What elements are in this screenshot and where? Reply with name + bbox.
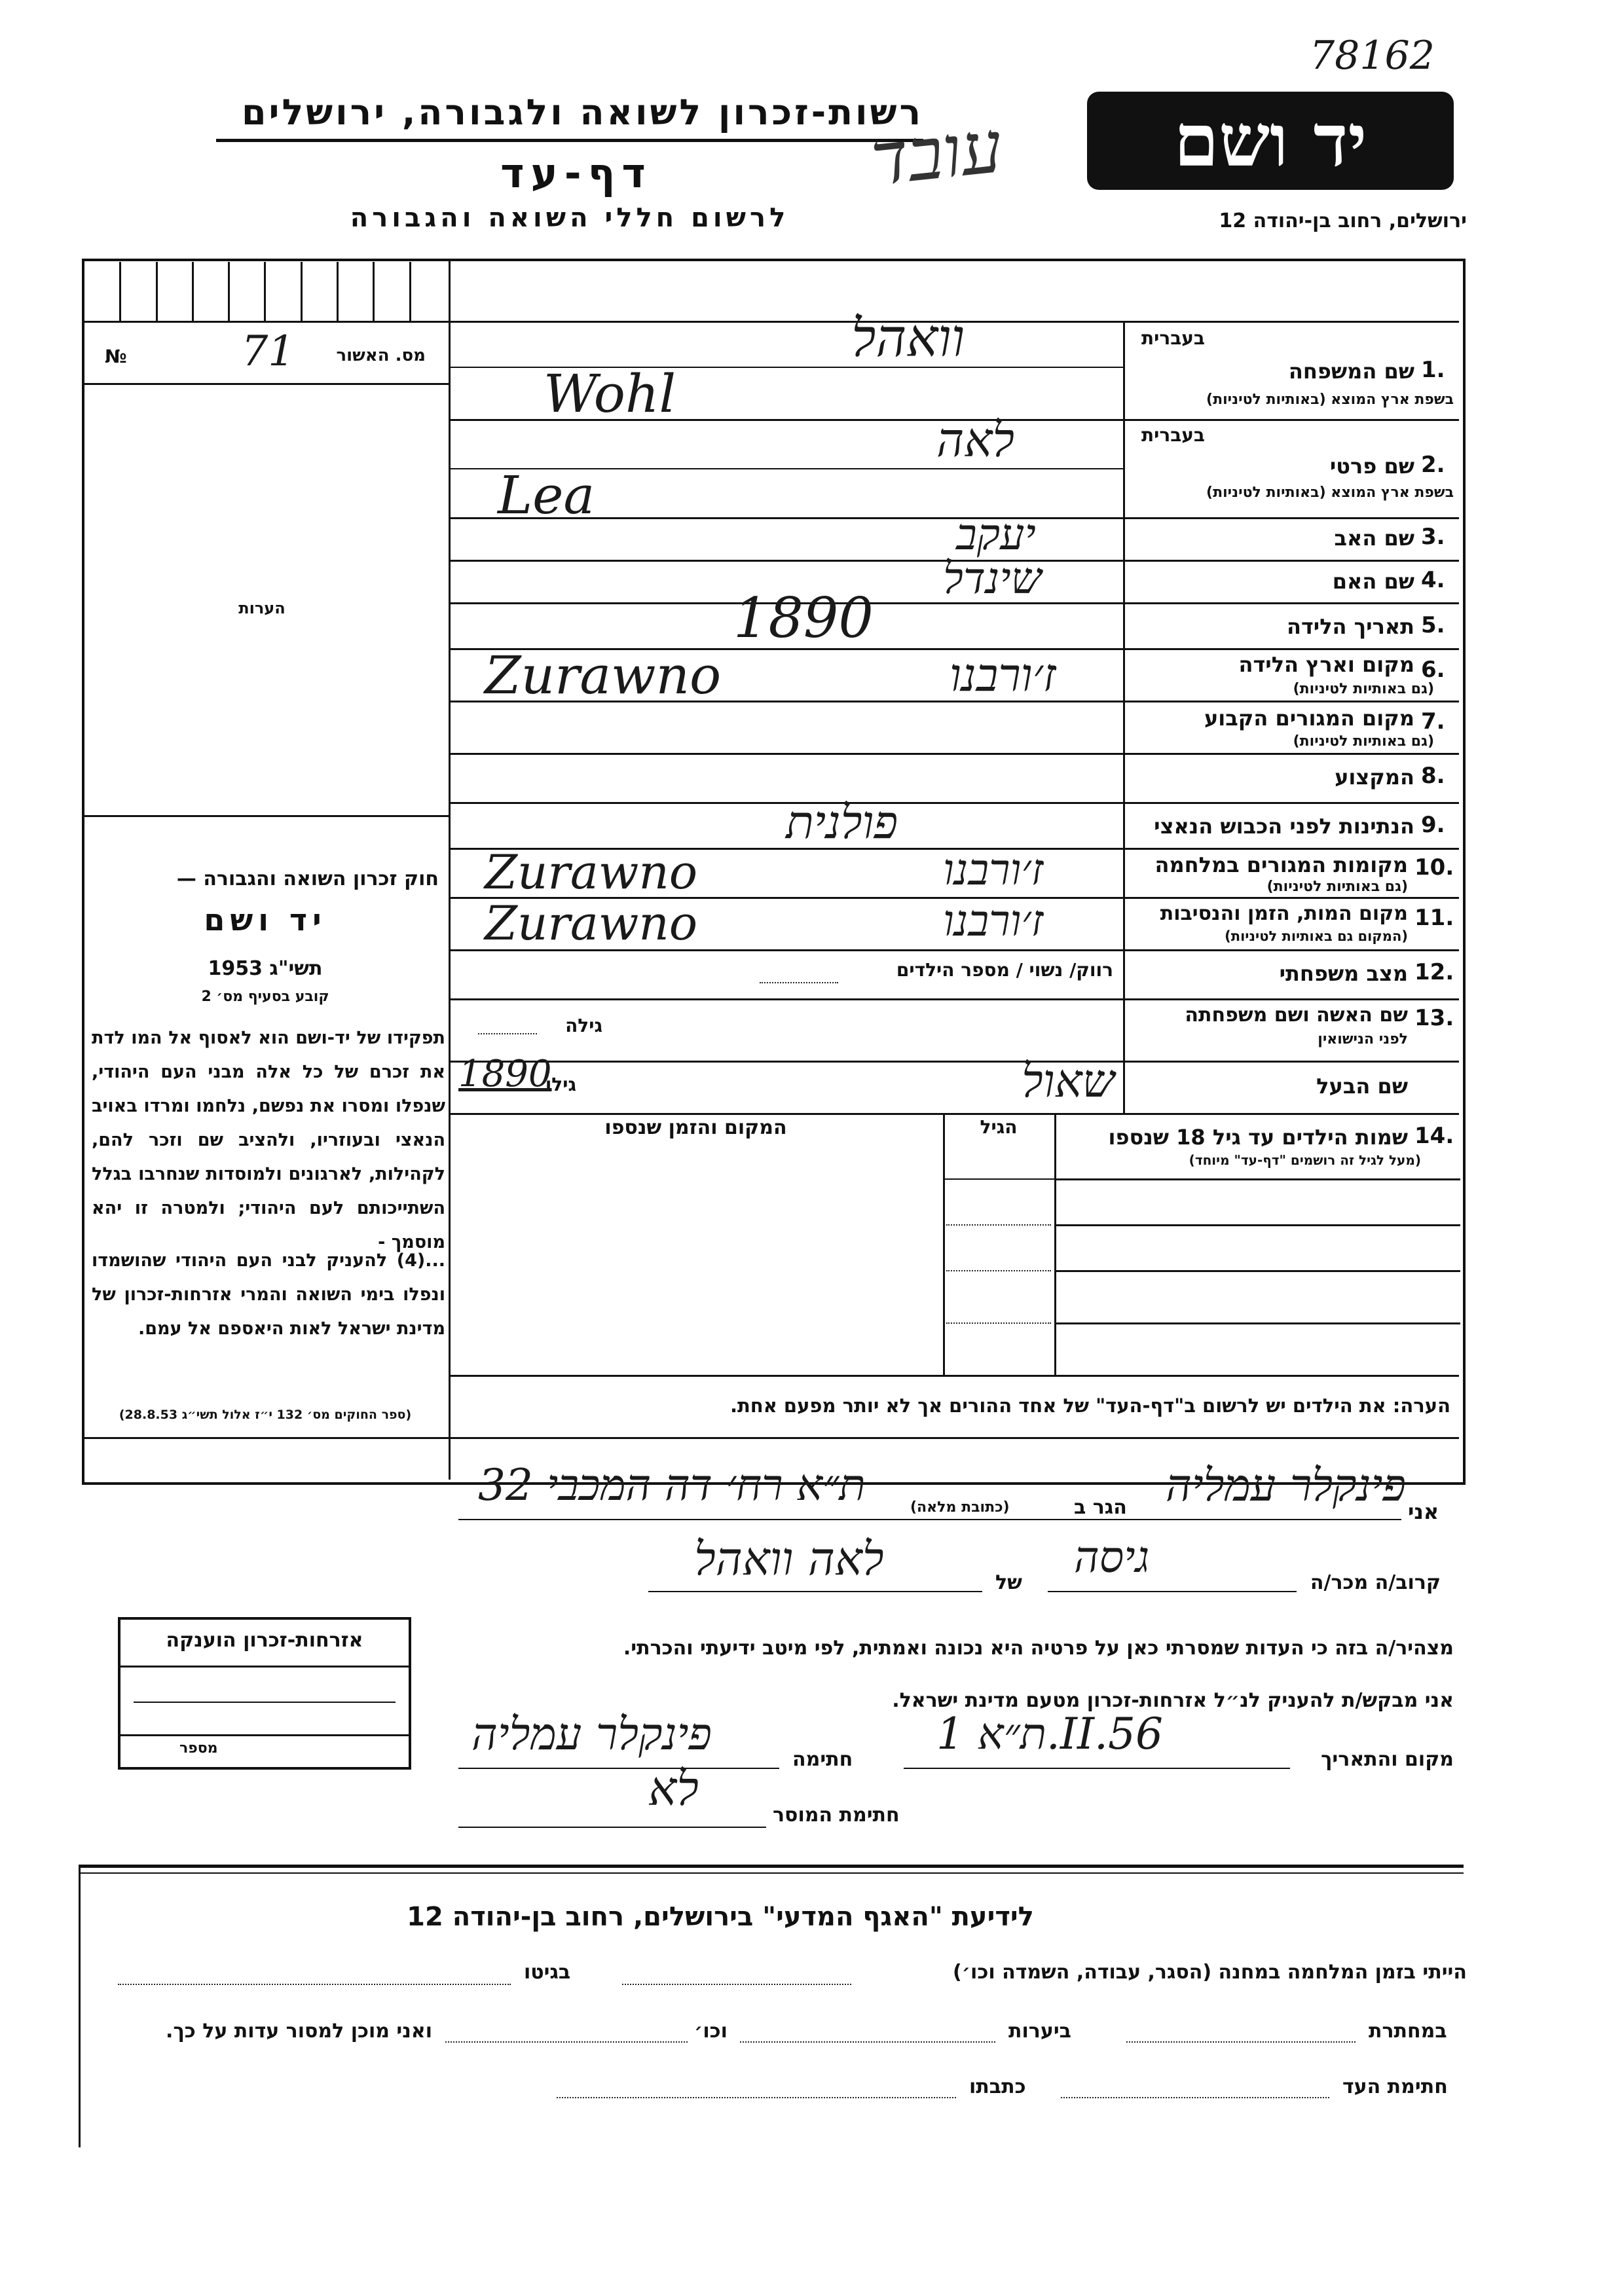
wife-age-label: גילה xyxy=(565,1015,602,1036)
children-row-rule xyxy=(1054,1322,1460,1324)
archive-reference-number: 78162 xyxy=(1310,33,1435,79)
children-row-rule xyxy=(946,1270,1051,1271)
first-name-latin-value: Lea xyxy=(498,465,595,526)
row-rule xyxy=(451,998,1459,1000)
children-row-rule xyxy=(946,1224,1051,1226)
footer-ghetto-blank xyxy=(118,1984,511,1985)
row-2-number: 2. xyxy=(1421,452,1445,478)
surname-latin-value: Wohl xyxy=(544,363,676,424)
children-age-col-left xyxy=(943,1113,945,1375)
row-7-number: 7. xyxy=(1421,708,1445,735)
footer-top-rule-thin xyxy=(79,1872,1464,1874)
row-3-number: 3. xyxy=(1421,524,1445,550)
relative-label: קרוב/ה מכר/ה xyxy=(1310,1571,1441,1594)
yad-vashem-logo xyxy=(1087,92,1454,190)
children-row-rule xyxy=(1054,1224,1460,1226)
death-place-latin-value: Zurawno xyxy=(485,896,698,951)
reg-number-rule xyxy=(84,383,449,385)
row-12-label: מצב משפחתי xyxy=(1279,961,1408,986)
row-13-sublabel: לפני הנישואין xyxy=(1318,1031,1408,1048)
yad-vashem-address: ירושלים, רחוב בן-יהודה 12 xyxy=(1219,210,1467,232)
row-11-number: 11. xyxy=(1414,905,1454,931)
footer-witness-signature-blank xyxy=(1061,2097,1329,2098)
form-bottom-rule xyxy=(84,1437,1459,1439)
organization-line: רשות-זכרון לשואה ולגבורה, ירושלים xyxy=(241,92,923,133)
footer-witness-signature-label: חתימת העד xyxy=(1342,2075,1448,2098)
row-6-label: מקום וארץ הלידה xyxy=(1238,652,1414,677)
row-2-sublabel: בשפת ארץ המוצא (באותיות לטיניות) xyxy=(1206,484,1454,501)
law-name: יד ושם xyxy=(204,902,327,938)
wartime-residence-latin-value: Zurawno xyxy=(485,845,698,900)
birthplace-hebrew-value: ז׳ורבנו xyxy=(950,648,1056,702)
declarant-i-label: אני xyxy=(1408,1499,1439,1524)
place-date-label: מקום והתאריך xyxy=(1321,1748,1454,1771)
surname-hebrew-value: וואהל xyxy=(851,308,965,369)
row-2-hebrew-tag: בעברית xyxy=(1141,424,1205,446)
law-title: חוק זכרון השואה והגבורה — xyxy=(176,867,439,890)
relation-line xyxy=(1048,1591,1297,1592)
husband-age-label: גילו xyxy=(545,1074,576,1095)
row-12-number: 12. xyxy=(1414,959,1454,985)
row-7-sublabel: (גם באותיות לטיניות) xyxy=(1293,733,1434,750)
row-7-label: מקום המגורים הקבוע xyxy=(1204,706,1414,731)
footer-left-edge xyxy=(79,1866,81,2147)
reg-number-value: 71 xyxy=(241,327,295,376)
signature-line xyxy=(458,1768,779,1769)
wartime-residence-hebrew-value: ז׳ורבנו xyxy=(943,845,1044,895)
row-6-number: 6. xyxy=(1421,657,1445,683)
row-1-label: שם המשפחה xyxy=(1288,359,1414,384)
children-place-header: המקום והזמן שנספו xyxy=(604,1116,787,1139)
row-13-label: שם האשה ושם משפחתה xyxy=(1185,1004,1408,1027)
children-label: שמות הילדים עד גיל 18 שנספו xyxy=(1108,1125,1408,1150)
row-rule xyxy=(451,753,1459,755)
footer-address-label: כתבתו xyxy=(969,2075,1026,2098)
certificate-box-title: אזרחות-זכרון הוענקה xyxy=(166,1629,363,1652)
footer-top-rule xyxy=(79,1865,1464,1868)
of-name-value: לאה וואהל xyxy=(694,1532,884,1586)
row-rule xyxy=(451,1061,1459,1063)
footer-forests-label: ביערות xyxy=(1008,2020,1071,2043)
row-10-number: 10. xyxy=(1414,854,1454,881)
left-panel-divider xyxy=(449,259,451,1480)
footer-ghetto-label: בגיטו xyxy=(524,1961,571,1984)
row-10-label: מקומות המגורים במלחמה xyxy=(1154,852,1408,877)
footer-forests-blank xyxy=(740,2041,995,2043)
row-9-label: הנתינות לפני הכבוש הנאצי xyxy=(1154,814,1414,839)
row-8-label: המקצוע xyxy=(1335,765,1414,790)
footer-camp-label: הייתי בזמן המלחמה במחנה (הסגר, עבודה, השמדה וכו׳) xyxy=(953,1961,1467,1984)
row-4-number: 4. xyxy=(1421,567,1445,593)
remarks-label: הערות xyxy=(238,599,286,617)
mother-name-value: שינדל xyxy=(943,553,1042,604)
row-8-number: 8. xyxy=(1421,763,1445,789)
law-text: תפקידו של יד-ושם הוא לאסוף אל המו לדת את זכרם של כל אלה מבני העם היהודי, שנפלו ומסרו את נפשם, נלחמו ומרדו באויב הנאצי ובעוזריו, ולהציב שם וזכר להם, לקהילות, לארגונים ולמוסדות שנחרבו בגלל השתייכותם לעם היהודי; ולמטרה זו יהא מוסמך - xyxy=(92,1028,445,1252)
law-gazette-reference: (ספר החוקים מס׳ 132 י״ז אלול תשי״ג 28.8.53) xyxy=(119,1408,412,1422)
wife-age-blank xyxy=(478,1033,537,1034)
declarant-signature: פינקלר עמליה xyxy=(471,1709,712,1760)
children-bottom-rule xyxy=(451,1375,1459,1377)
birth-date-value: 1890 xyxy=(733,586,874,650)
children-row-rule xyxy=(1054,1178,1460,1180)
certificate-number-label: מספר xyxy=(179,1740,218,1757)
receiver-signature-line xyxy=(458,1827,766,1828)
number-sign-label: № xyxy=(105,346,127,367)
husband-age-value: 1890 xyxy=(458,1053,552,1095)
place-date-line xyxy=(904,1768,1290,1769)
citizenship-certificate-box xyxy=(118,1617,411,1770)
children-count-blank xyxy=(760,982,838,983)
first-name-hebrew-value: לאה xyxy=(936,412,1015,467)
children-row-rule xyxy=(943,1178,1054,1180)
children-row-rule xyxy=(1054,1270,1460,1272)
declarant-name-value: פינקלר עמליה xyxy=(1166,1460,1407,1512)
children-age-header: הגיל xyxy=(980,1116,1018,1138)
footer-etc-label: וכו׳ xyxy=(694,2020,728,2043)
marital-status-options: רווק/ נשוי / מספר הילדים xyxy=(896,959,1113,981)
footer-underground-label: במחתרת xyxy=(1369,2020,1447,2043)
row-rule xyxy=(451,517,1459,519)
row-6-sublabel: (גם באותיות לטיניות) xyxy=(1293,681,1434,697)
children-age-col-right xyxy=(1054,1113,1056,1375)
row-1-hebrew-tag: בעברית xyxy=(1141,327,1205,349)
declarant-name-line xyxy=(458,1519,1401,1520)
row-3-label: שם האב xyxy=(1334,526,1414,551)
remarks-bottom-rule xyxy=(84,815,449,817)
place-date-value: ת״א 1.II.56 xyxy=(936,1709,1164,1759)
husband-name-value: שאול xyxy=(1022,1054,1115,1108)
footer-etc-blank xyxy=(445,2041,688,2043)
signature-label: חתימה xyxy=(792,1748,853,1771)
children-sublabel: (מעל לגיל זה רושמים "דף-עד" מיוחד) xyxy=(1189,1152,1421,1168)
relation-value: גיסה xyxy=(1074,1532,1150,1582)
row-1-number: 1. xyxy=(1421,357,1445,383)
top-tick-boxes xyxy=(85,262,445,321)
footer-camp-blank xyxy=(622,1984,851,1985)
row-4-label: שם האם xyxy=(1332,569,1414,594)
row-rule xyxy=(451,1113,1459,1115)
receiver-signature: לא xyxy=(648,1761,699,1816)
children-note: הערה: את הילדים יש לרשום ב"דף-העד" של אחד ההורים אך לא יותר מפעם אחת. xyxy=(729,1394,1450,1417)
row-14-number: 14. xyxy=(1414,1123,1454,1149)
row-5-number: 5. xyxy=(1421,612,1445,638)
of-name-line xyxy=(648,1591,982,1592)
receiver-signature-label: חתימת המוסר xyxy=(773,1804,900,1827)
death-place-hebrew-value: ז׳ורבנו xyxy=(943,896,1044,946)
declarant-address-sublabel: (כתובת מלאה) xyxy=(910,1499,1010,1516)
row-2-label: שם פרטי xyxy=(1329,454,1414,479)
children-row-rule xyxy=(946,1322,1051,1324)
reg-number-field xyxy=(92,327,445,380)
row-13-number: 13. xyxy=(1414,1005,1454,1031)
row-11-sublabel: (המקום גם באותיות לטיניות) xyxy=(1225,928,1408,944)
footer-title: לידיעת "האגף המדעי" בירושלים, רחוב בן-יהודה 12 xyxy=(407,1902,1034,1932)
label-column-divider xyxy=(1123,321,1125,1113)
father-name-value: יעקב xyxy=(956,509,1036,560)
request-text: אני מבקש/ת להעניק לנ״ל אזרחות-זכרון מטעם מדינת ישראל. xyxy=(892,1689,1454,1712)
top-box-bottom xyxy=(84,321,1459,323)
nationality-value: פולנית xyxy=(786,795,898,849)
of-label: של xyxy=(995,1571,1022,1594)
law-clause: קובע בסעיף מס׳ 2 xyxy=(201,989,329,1005)
declarant-resides-label: הגר ב xyxy=(1074,1496,1127,1519)
footer-underground-blank xyxy=(1126,2041,1356,2043)
row-9-number: 9. xyxy=(1421,812,1445,838)
footer-testify-text: ואני מוכן למסור עדות על כך. xyxy=(166,2020,432,2043)
logo-text: יד ושם xyxy=(1173,98,1367,183)
declaration-text: מצהיר/ה בזה כי העדות שמסרתי כאן על פרטיה היא נכונה ואמתית, לפי מיטב ידיעתי והכרתי. xyxy=(623,1637,1454,1660)
law-text-continued: ...(4) להעניק לבני העם היהודי שהושמדו ונפלו בימי השואה והמרי אזרחות-זכרון של מדינת ישראל לאות היאספם אל עמם. xyxy=(92,1250,445,1339)
reg-number-label: מס. האשור xyxy=(336,346,426,365)
declarant-address-value: ת״א רח׳ דה המכבי 32 xyxy=(478,1460,866,1510)
form-title: דף-עד xyxy=(500,149,652,197)
row-1-sublabel: בשפת ארץ המוצא (באותיות לטיניות) xyxy=(1206,392,1454,408)
row-5-label: תאריך הלידה xyxy=(1286,614,1414,639)
row-11-label: מקום המות, הזמן והנסיבות xyxy=(1160,902,1408,925)
husband-label: שם הבעל xyxy=(1316,1074,1408,1099)
form-subtitle: לרשום חללי השואה והגבורה xyxy=(350,203,790,233)
footer-address-blank xyxy=(557,2097,956,2098)
header-rule xyxy=(216,139,923,142)
row-10-sublabel: (גם באותיות לטיניות) xyxy=(1266,879,1408,895)
received-stamp-handwriting: עובד xyxy=(866,104,1006,202)
row-rule xyxy=(451,802,1459,804)
law-year: תשי"ג 1953 xyxy=(208,957,323,980)
birthplace-latin-value: Zurawno xyxy=(485,645,722,706)
